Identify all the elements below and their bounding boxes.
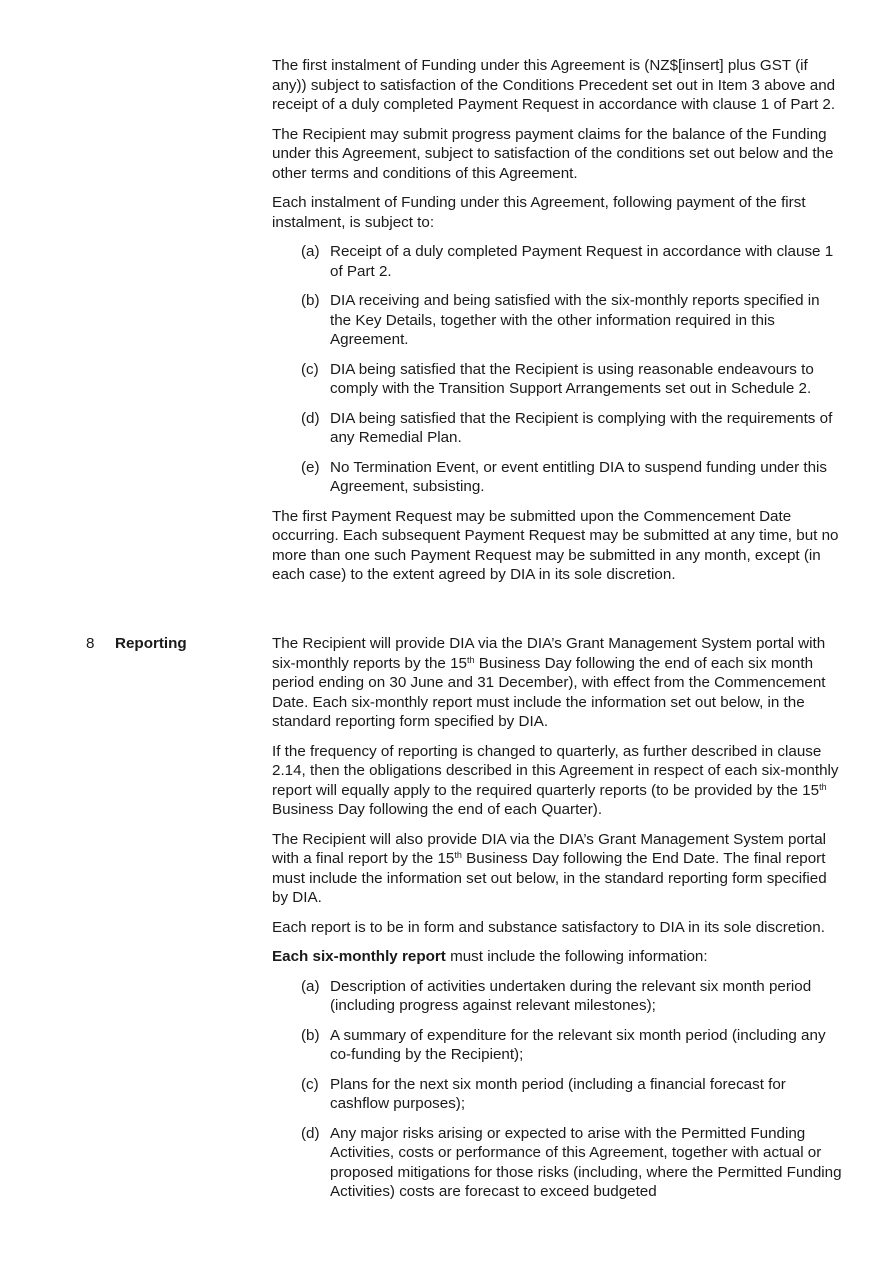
section-number: 8 (86, 635, 95, 652)
paragraph-instalment-conditions: Each instalment of Funding under this Agreement, following payment of the first instalment, is subject to: (272, 194, 806, 231)
list-item-label: (a) (301, 977, 320, 995)
list-item (272, 1124, 842, 1202)
list-item-label: (c) (301, 360, 319, 378)
paragraph-report-contents-intro: Each six-monthly report must include the following information: (272, 948, 708, 965)
section-heading-reporting (86, 634, 187, 654)
list-item (272, 360, 842, 399)
list-item-text: Plans for the next six month period (including a financial forecast for cashflow purposes); (330, 1075, 786, 1112)
paragraph-first-instalment: The first instalment of Funding under this Agreement is (NZ$[insert] plus GST (if any)) subject to satisfaction of the Conditions Precedent set out in Item 3 above and receipt of a duly completed Payment Request in accordance with clause 1 of Part 2. (272, 57, 836, 113)
report-contents-list (272, 977, 842, 1202)
list-item-text: DIA being satisfied that the Recipient is using reasonable endeavours to comply with the Transition Support Arrangements set out in Schedule 2. (330, 360, 814, 397)
reporting-section-body (272, 634, 842, 1212)
paragraph-final-report: The Recipient will also provide DIA via the DIA’s Grant Management System portal with a final report by the 15th Business Day following the End Date. The final report must include the information set out below, in the standard reporting form specified by DIA. (272, 830, 827, 906)
list-item-text: No Termination Event, or event entitling DIA to suspend funding under this Agreement, subsisting. (330, 458, 827, 495)
list-item-text: DIA being satisfied that the Recipient is complying with the requirements of any Remedial Plan. (330, 409, 833, 446)
list-item-text: DIA receiving and being satisfied with the six-monthly reports specified in the Key Details, together with the other information required in this Agreement. (330, 292, 820, 348)
list-item-label: (e) (301, 458, 320, 476)
paragraph-quarterly-reporting: If the frequency of reporting is changed to quarterly, as further described in clause 2.14, then the obligations described in this Agreement in respect of each six-monthly report will equally apply to the required quarterly reports (to be provided by the 15th Business Day following the end of each Quarter). (272, 742, 839, 818)
list-item-label: (d) (301, 409, 320, 427)
list-item (272, 1026, 842, 1065)
list-item-text: Any major risks arising or expected to arise with the Permitted Funding Activities, costs or performance of this Agreement, together with actual or proposed mitigations for those risks (including, where the Permitted Funding Activities) costs are forecast to exceed budgeted (330, 1124, 842, 1200)
paragraph-payment-request-timing: The first Payment Request may be submitted upon the Commencement Date occurring. Each subsequent Payment Request may be submitted at any time, but no more than one such Payment Request may be submitted in any month, except (in each case) to the extent agreed by DIA in its sole discretion. (272, 507, 839, 583)
paragraph-six-monthly-reports: The Recipient will provide DIA via the DIA’s Grant Management System portal with six-monthly reports by the 15th Business Day following the end of each six month period ending on 30 June and 31 December), with effect from the Commencement Date. Each six-monthly report must include the information set out below, in the standard reporting form specified by DIA. (272, 635, 826, 730)
list-item-text: A summary of expenditure for the relevant six month period (including any co-funding by the Recipient); (330, 1026, 826, 1063)
paragraph-progress-claims: The Recipient may submit progress payment claims for the balance of the Funding under this Agreement, subject to satisfaction of the conditions set out below and the other terms and conditions of this Agreement. (272, 125, 834, 182)
paragraph-report-form: Each report is to be in form and substance satisfactory to DIA in its sole discretion. (272, 918, 825, 936)
list-item-label: (b) (301, 292, 320, 309)
list-item (272, 458, 842, 497)
list-item-label: (a) (301, 243, 320, 260)
list-item-label: (b) (301, 1026, 320, 1044)
list-item-text: Receipt of a duly completed Payment Request in accordance with clause 1 of Part 2. (330, 243, 834, 280)
funding-instalments-block (272, 56, 842, 595)
list-item-label: (c) (301, 1075, 319, 1093)
list-item (272, 291, 842, 350)
list-item-label: (d) (301, 1124, 320, 1142)
list-item-text: Description of activities undertaken during the relevant six month period (including progress against relevant milestones); (330, 977, 812, 1014)
list-item (272, 1075, 842, 1114)
instalment-conditions-list (272, 242, 842, 497)
list-item (272, 242, 842, 281)
section-title: Reporting (115, 635, 187, 652)
list-item (272, 977, 842, 1016)
list-item (272, 409, 842, 448)
